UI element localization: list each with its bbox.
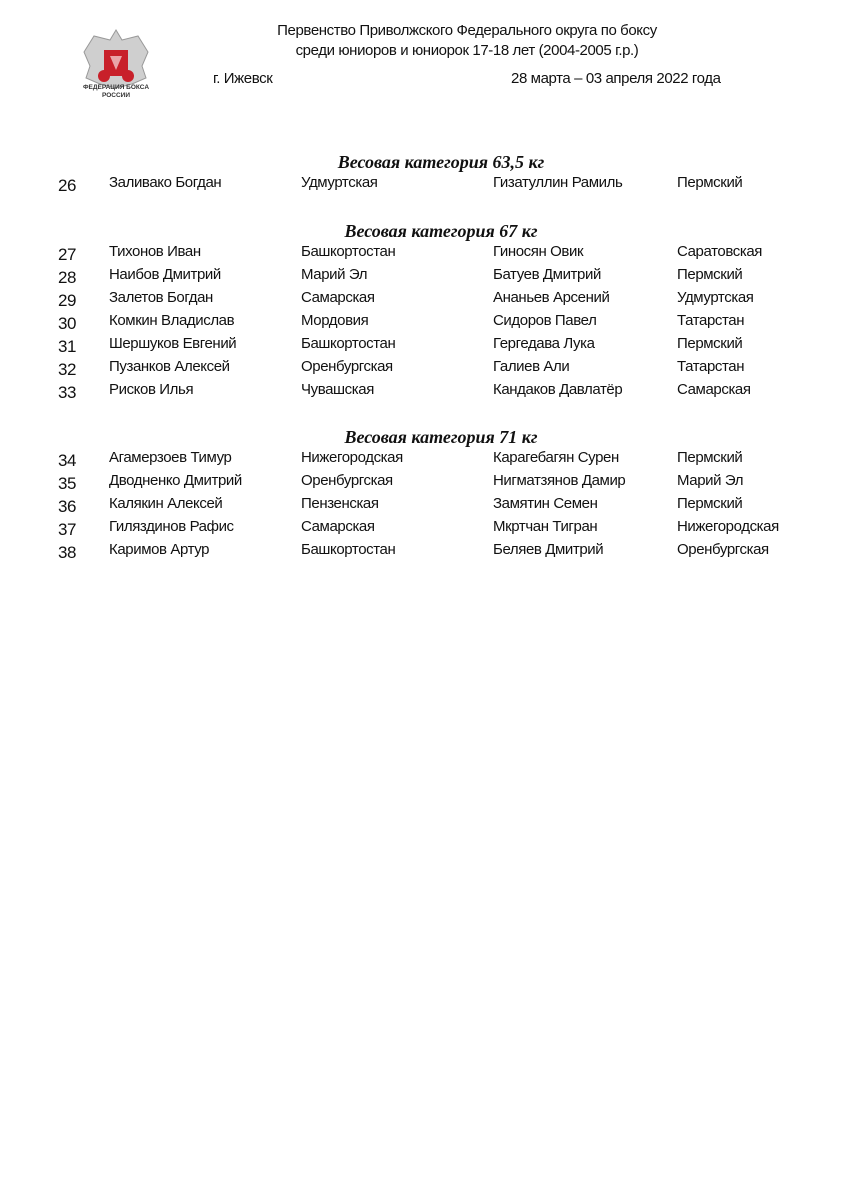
red-corner-name: Наибов Дмитрий bbox=[109, 266, 221, 283]
red-corner-region: Башкортостан bbox=[301, 335, 396, 352]
blue-corner-name: Сидоров Павел bbox=[493, 312, 597, 329]
dates: 28 марта – 03 апреля 2022 года bbox=[511, 70, 721, 87]
blue-corner-region: Пермский bbox=[677, 495, 743, 512]
red-corner-region: Башкортостан bbox=[301, 541, 396, 558]
bout-number: 27 bbox=[58, 245, 77, 264]
weight-category-heading: Весовая категория 71 кг bbox=[344, 427, 538, 447]
blue-corner-region: Удмуртская bbox=[677, 289, 754, 306]
red-corner-region: Марий Эл bbox=[301, 266, 368, 283]
bout-number: 33 bbox=[58, 383, 77, 402]
blue-corner-region: Пермский bbox=[677, 449, 743, 466]
red-corner-name: Шершуков Евгений bbox=[109, 335, 237, 352]
blue-corner-region: Пермский bbox=[677, 174, 743, 191]
blue-corner-name: Гизатуллин Рамиль bbox=[493, 174, 623, 191]
blue-corner-region: Пермский bbox=[677, 335, 743, 352]
red-corner-name: Гиляздинов Рафис bbox=[109, 518, 234, 535]
title-line-1: Первенство Приволжского Федерального округа по боксу bbox=[277, 22, 657, 39]
weight-category-heading: Весовая категория 63,5 кг bbox=[337, 152, 545, 172]
bout-number: 32 bbox=[58, 360, 77, 379]
red-corner-name: Рисков Илья bbox=[109, 381, 194, 398]
bout-row bbox=[0, 266, 849, 289]
blue-corner-region: Пермский bbox=[677, 266, 743, 283]
blue-corner-name: Карагебагян Сурен bbox=[493, 449, 619, 466]
red-corner-region: Пензенская bbox=[301, 495, 379, 512]
bout-row bbox=[0, 472, 849, 495]
blue-corner-region: Оренбургская bbox=[677, 541, 769, 558]
bout-row bbox=[0, 243, 849, 266]
red-corner-name: Залетов Богдан bbox=[109, 289, 213, 306]
red-corner-name: Заливако Богдан bbox=[109, 174, 222, 191]
bout-row bbox=[0, 174, 849, 197]
document-title bbox=[0, 21, 849, 61]
blue-corner-name: Нигматзянов Дамир bbox=[493, 472, 626, 489]
red-corner-name: Агамерзоев Тимур bbox=[109, 449, 232, 466]
blue-corner-region: Татарстан bbox=[677, 358, 745, 375]
bout-row bbox=[0, 381, 849, 404]
bout-number: 26 bbox=[58, 176, 77, 195]
bout-row bbox=[0, 312, 849, 335]
blue-corner-region: Самарская bbox=[677, 381, 751, 398]
bout-number: 28 bbox=[58, 268, 77, 287]
blue-corner-name: Галиев Али bbox=[493, 358, 570, 375]
red-corner-name: Пузанков Алексей bbox=[109, 358, 230, 375]
red-corner-region: Удмуртская bbox=[301, 174, 378, 191]
red-corner-region: Самарская bbox=[301, 518, 375, 535]
blue-corner-name: Батуев Дмитрий bbox=[493, 266, 601, 283]
red-corner-region: Оренбургская bbox=[301, 472, 393, 489]
blue-corner-name: Кандаков Давлатёр bbox=[493, 381, 623, 398]
red-corner-name: Тихонов Иван bbox=[109, 243, 201, 260]
bout-row bbox=[0, 541, 849, 564]
blue-corner-name: Гергедава Лука bbox=[493, 335, 595, 352]
blue-corner-name: Замятин Семен bbox=[493, 495, 598, 512]
city: г. Ижевск bbox=[213, 70, 273, 87]
blue-corner-name: Мкртчан Тигран bbox=[493, 518, 598, 535]
bout-number: 38 bbox=[58, 543, 77, 562]
bout-row bbox=[0, 358, 849, 381]
blue-corner-region: Нижегородская bbox=[677, 518, 779, 535]
red-corner-name: Комкин Владислав bbox=[109, 312, 235, 329]
weight-category-heading: Весовая категория 67 кг bbox=[344, 221, 538, 241]
bout-number: 34 bbox=[58, 451, 77, 470]
red-corner-region: Башкортостан bbox=[301, 243, 396, 260]
logo-text: ФЕДЕРАЦИЯ БОКСА РОССИИ bbox=[82, 84, 150, 99]
bout-number: 31 bbox=[58, 337, 77, 356]
bout-row bbox=[0, 289, 849, 312]
blue-corner-name: Ананьев Арсений bbox=[493, 289, 610, 306]
bout-number: 36 bbox=[58, 497, 77, 516]
bout-number: 30 bbox=[58, 314, 77, 333]
blue-corner-region: Марий Эл bbox=[677, 472, 744, 489]
title-line-2: среди юниоров и юниорок 17-18 лет (2004-2005 г.р.) bbox=[295, 42, 639, 59]
blue-corner-name: Гиносян Овик bbox=[493, 243, 584, 260]
bout-row bbox=[0, 495, 849, 518]
red-corner-region: Оренбургская bbox=[301, 358, 393, 375]
red-corner-name: Дводненко Дмитрий bbox=[109, 472, 242, 489]
blue-corner-region: Татарстан bbox=[677, 312, 745, 329]
blue-corner-name: Беляев Дмитрий bbox=[493, 541, 604, 558]
red-corner-region: Мордовия bbox=[301, 312, 369, 329]
bout-row bbox=[0, 449, 849, 472]
red-corner-name: Каримов Артур bbox=[109, 541, 210, 558]
red-corner-region: Чувашская bbox=[301, 381, 374, 398]
red-corner-name: Калякин Алексей bbox=[109, 495, 223, 512]
bout-number: 37 bbox=[58, 520, 77, 539]
bout-row bbox=[0, 335, 849, 358]
red-corner-region: Нижегородская bbox=[301, 449, 403, 466]
bout-number: 35 bbox=[58, 474, 77, 493]
bout-number: 29 bbox=[58, 291, 77, 310]
red-corner-region: Самарская bbox=[301, 289, 375, 306]
blue-corner-region: Саратовская bbox=[677, 243, 762, 260]
bout-row bbox=[0, 518, 849, 541]
